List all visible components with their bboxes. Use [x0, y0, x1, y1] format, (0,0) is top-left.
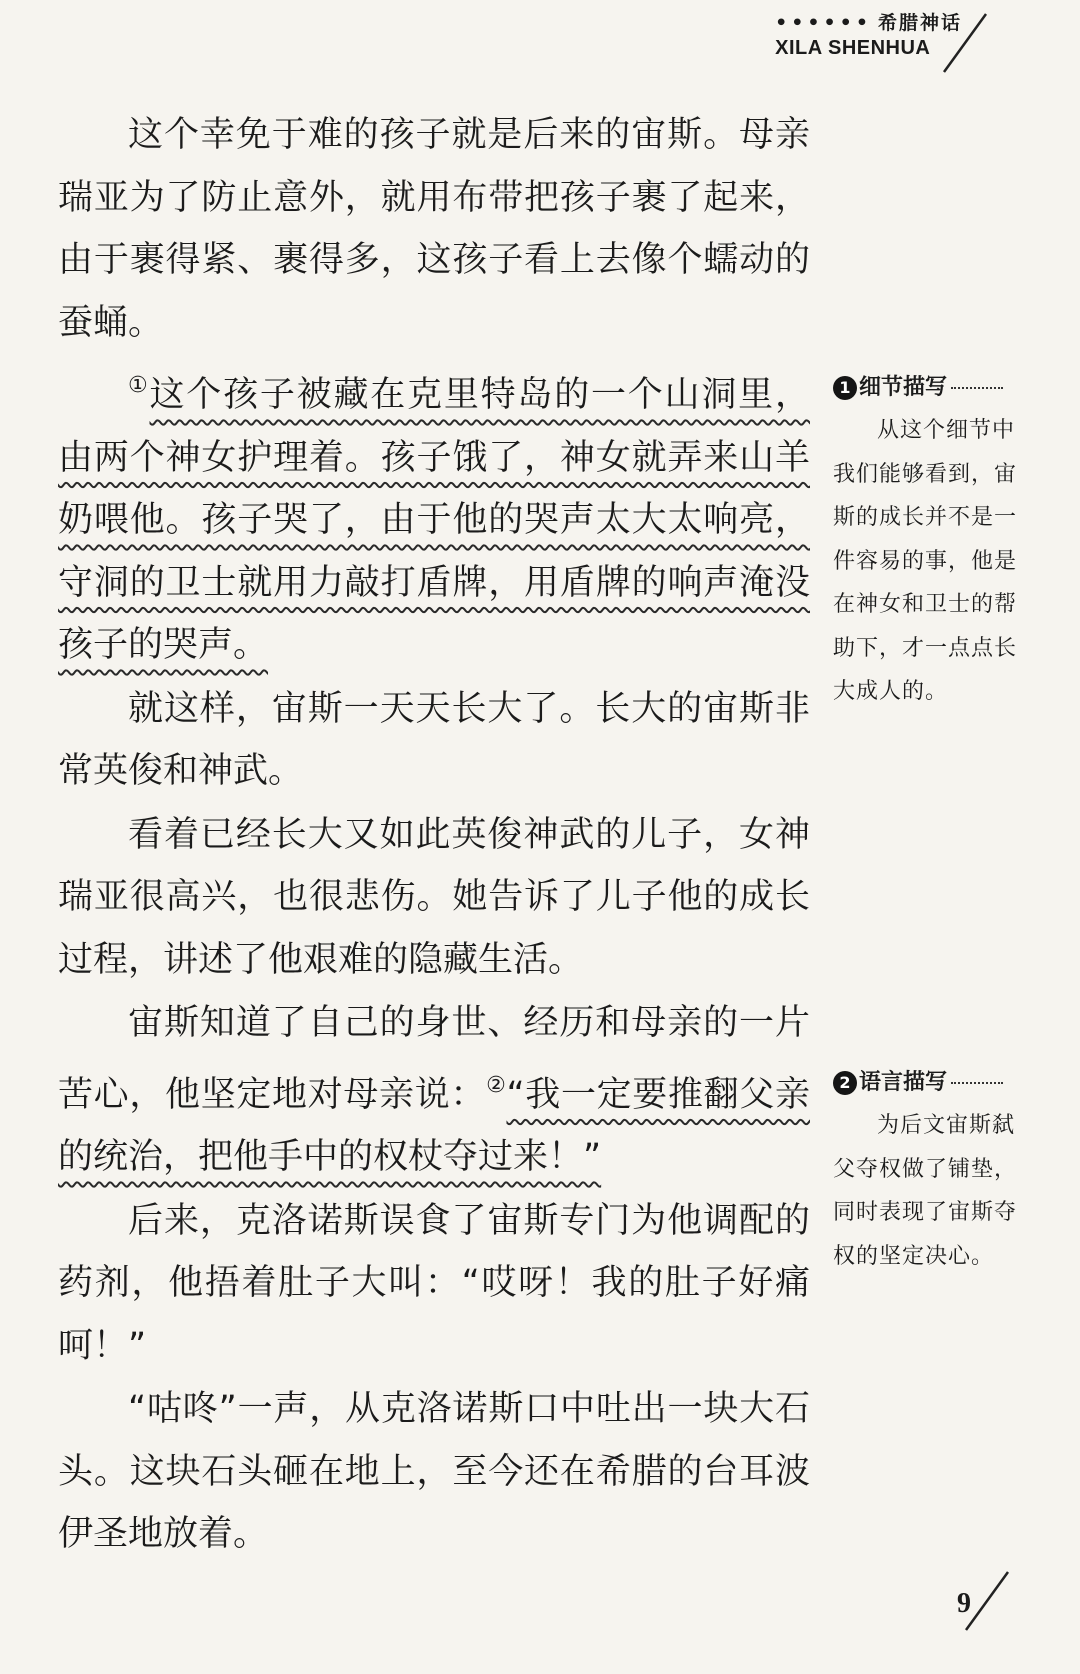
side-note-2-title	[833, 1065, 1018, 1096]
header-dots: ••••••	[775, 12, 872, 34]
running-header	[775, 8, 962, 60]
side-note-1-title-text: 细节描写	[859, 375, 948, 400]
header-slash-decoration	[940, 12, 990, 74]
footer-slash-decoration	[962, 1570, 1012, 1632]
side-note-1-text: 从这个细节中我们能够看到，宙斯的成长并不是一件容易的事，他是在神女和卫士的帮助下，才一点点长大成人的。	[833, 418, 1018, 704]
paragraph-5-lead: 宙斯知道了自己的身世、经历和母亲的一片苦心，他坚定地对母亲说：	[58, 1003, 810, 1115]
side-note-2-title-text: 语言描写	[859, 1070, 948, 1095]
book-title-pinyin: XILA SHENHUA	[775, 37, 931, 59]
paragraph-5	[58, 992, 810, 1189]
side-note-1	[833, 370, 1018, 714]
underlined-passage-1: 这个孩子被藏在克里特岛的一个山洞里，由两个神女护理着。孩子饿了，神女就弄来山羊奶喂他。孩子哭了，由于他的哭声太大太响亮，守洞的卫士就用力敲打盾牌，用盾牌的响声淹没孩子的哭声。	[58, 375, 810, 665]
dotted-leader	[951, 387, 1003, 389]
book-title-text: 希腊神话	[877, 12, 962, 34]
page-number: 9	[957, 1588, 971, 1619]
annotation-marker-2: ②	[486, 1072, 507, 1098]
side-note-2-number: 2	[833, 1071, 857, 1095]
paragraph-6: 后来，克洛诺斯误食了宙斯专门为他调配的药剂，他捂着肚子大叫：“哎呀！我的肚子好痛呵！”	[58, 1200, 810, 1366]
paragraph-4: 看着已经长大又如此英俊神武的儿子，女神瑞亚很高兴，也很悲伤。她告诉了儿子他的成长过程，讲述了他艰难的隐藏生活。	[58, 814, 810, 980]
paragraph-7: “咕咚”一声，从克洛诺斯口中吐出一块大石头。这块石头砸在地上，至今还在希腊的台耳波伊圣地放着。	[58, 1389, 810, 1554]
annotation-marker-1: ①	[128, 373, 150, 398]
underlined-passage-2: “我一定要推翻父亲的统治，把他手中的权杖夺过来！”	[58, 1074, 810, 1177]
paragraph-1: 这个幸免于难的孩子就是后来的宙斯。母亲瑞亚为了防止意外，就用布带把孩子裹了起来，由于裹得紧、裹得多，这孩子看上去像个蠕动的蚕蛹。	[58, 115, 810, 343]
side-note-2-text: 为后文宙斯弑父夺权做了铺垫，同时表现了宙斯夺权的坚定决心。	[833, 1113, 1018, 1269]
side-note-1-number: 1	[833, 376, 857, 400]
dotted-leader	[951, 1082, 1003, 1084]
paragraph-3: 就这样，宙斯一天天长大了。长大的宙斯非常英俊和神武。	[58, 688, 810, 791]
side-note-1-title	[833, 370, 1018, 401]
side-note-2	[833, 1065, 1018, 1278]
book-title	[775, 8, 962, 35]
main-text	[58, 104, 810, 1566]
paragraph-2	[58, 355, 810, 677]
